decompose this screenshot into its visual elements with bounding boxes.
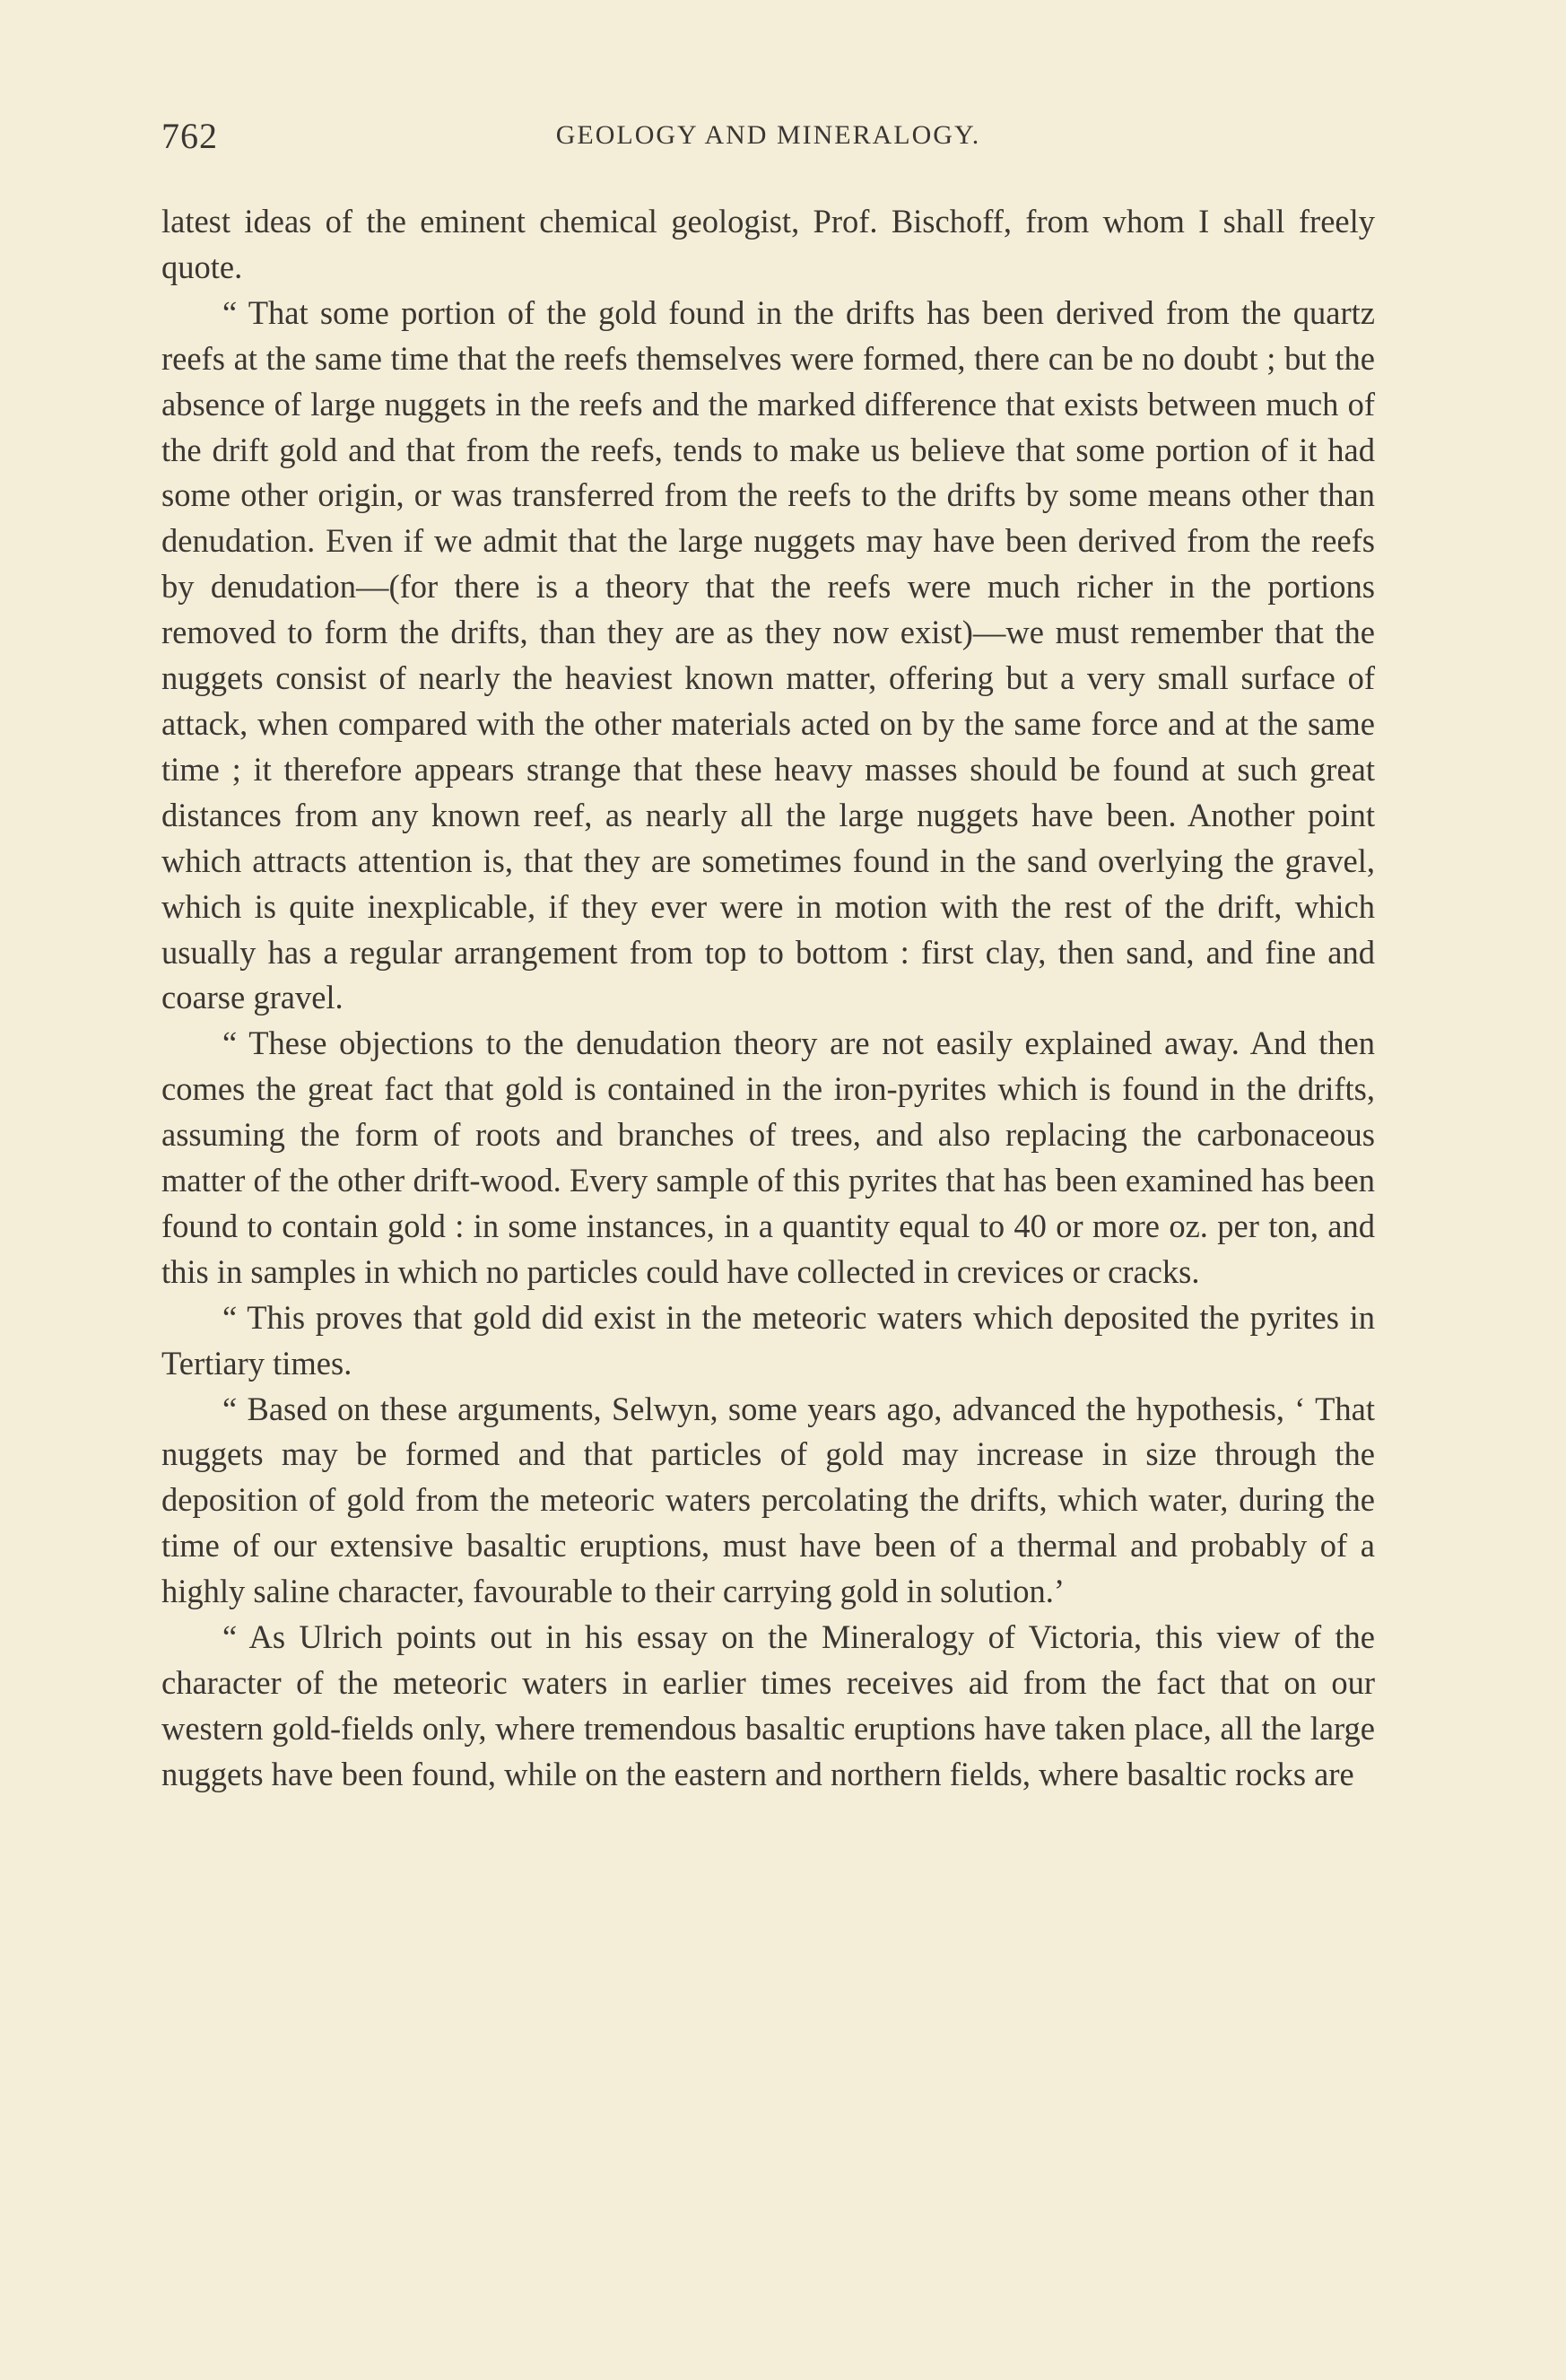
page-number: 762 — [161, 116, 218, 156]
paragraph: “ As Ulrich points out in his essay on the Mineralogy of Victoria, this view of the character of the meteoric waters in earlier times receives aid from the fact that on our western gold-fields only, where tremendous basaltic eruptions have taken place, all the large nuggets have been found, while on the eastern and northern fields, where basaltic rocks are — [161, 1618, 1375, 1792]
paragraph: “ Based on these arguments, Selwyn, some years ago, advanced the hypothesis, ‘ That nuggets may be formed and that particles of gold may increase in size through the deposition of gold from the meteoric waters percolating the drifts, which water, during the time of our extensive basaltic eruptions, must have been of a thermal and probably of a highly saline character, favourable to their carrying gold in solution.’ — [161, 1390, 1375, 1610]
body-text — [161, 199, 1375, 1798]
paragraph: “ That some portion of the gold found in the drifts has been derived from the quartz reefs at the same time that the reefs themselves were formed, there can be no doubt ; but the absence of large nuggets in the reefs and the marked difference that exists between much of the drift gold and that from the reefs, tends to make us believe that some portion of it had some other origin, or was transferred from the reefs to the drifts by some means other than denudation. Even if we admit that the large nuggets may have been derived from the reefs by denudation—(for there is a theory that the reefs were much richer in the portions removed to form the drifts, than they are as they now exist)—we must remember that the nuggets consist of nearly the heaviest known matter, offering but a very small surface of attack, when compared with the other materials acted on by the same force and at the same time ; it therefore appears strange that these heavy masses should be found at such great distances from any known reef, as nearly all the large nuggets have been. Another point which attracts attention is, that they are sometimes found in the sand overlying the gravel, which is quite inexplicable, if they ever were in motion with the rest of the drift, which usually has a regular arrangement from top to bottom : first clay, then sand, and fine and coarse gravel. — [161, 293, 1375, 1016]
running-title: GEOLOGY AND MINERALOGY. — [555, 120, 981, 150]
running-head — [161, 115, 1375, 160]
paragraph: “ These objections to the denudation theory are not easily explained away. And then comes the great fact that gold is contained in the iron-pyrites which is found in the drifts, assuming the form of roots and branches of trees, and also replacing the carbonaceous matter of the other drift-wood. Every sample of this pyrites that has been examined has been found to contain gold : in some instances, in a quantity equal to 40 or more oz. per ton, and this in samples in which no particles could have collected in crevices or cracks. — [161, 1024, 1375, 1290]
paragraph-continuation: latest ideas of the eminent chemical geologist, Prof. Bischoff, from whom I shall freely quote. — [161, 203, 1375, 285]
paragraph: “ This proves that gold did exist in the meteoric waters which deposited the pyrites in Tertiary times. — [161, 1298, 1375, 1382]
